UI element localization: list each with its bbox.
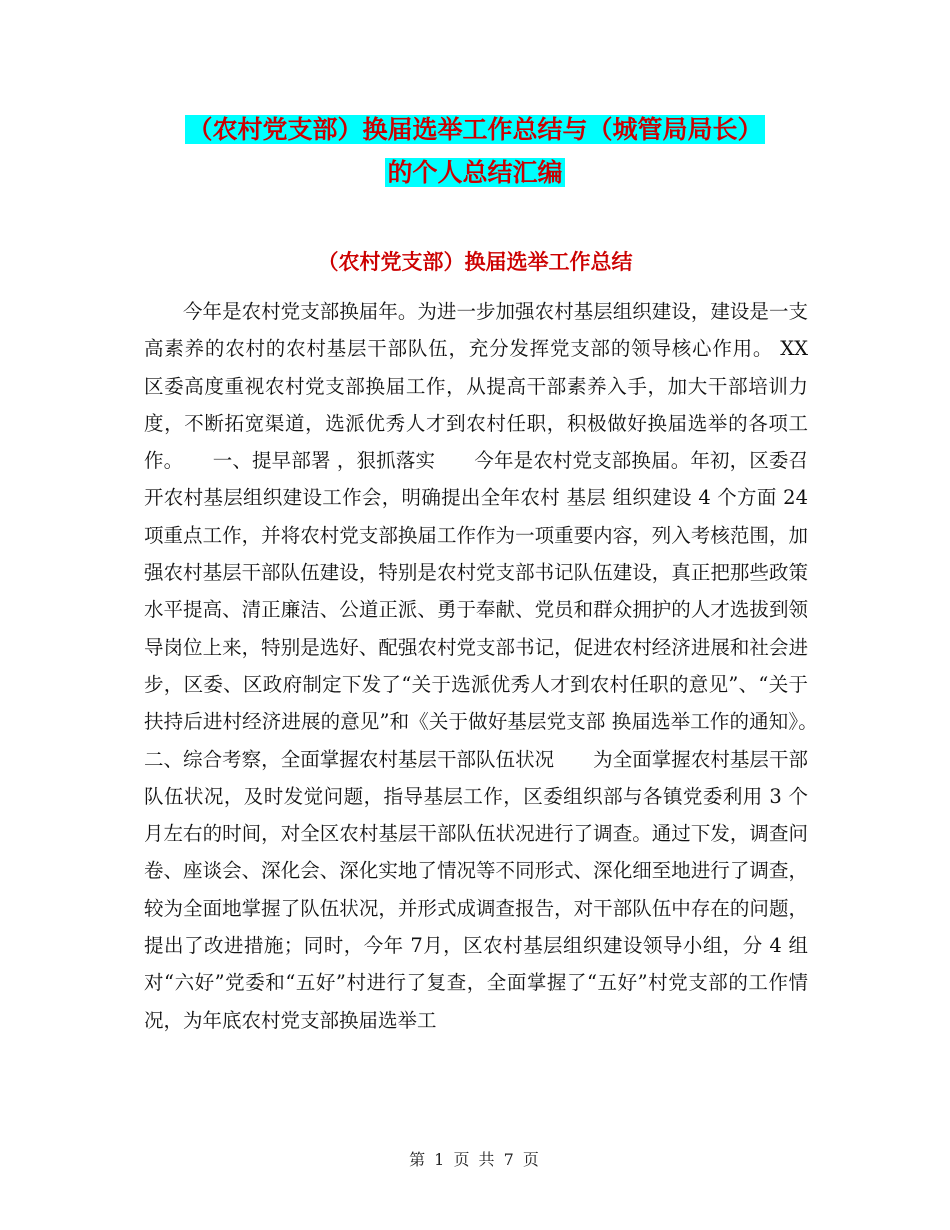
document-title-line-1 xyxy=(0,110,950,150)
title-highlight-1: （农村党支部）换届选举工作总结与（城管局局长） xyxy=(187,115,763,144)
title-highlight-2: 的个人总结汇编 xyxy=(387,158,563,187)
section-title: （农村党支部）换届选举工作总结 xyxy=(317,250,633,274)
page-footer: 第 1 页 共 7 页 xyxy=(409,1150,541,1169)
body-paragraph: 今年是农村党支部换届年。为进一步加强农村基层组织建设，建设是一支高素养的农村的农村基层干部队伍，充分发挥党支部的领导核心作用。 XX 区委高度重视农村党支部换届工作，从提高干部素养入手，加大干部培训力度，不断拓宽渠道，选派优秀人才到农村任职，积极做好换届选举的各项工作。 一、提早部署 ，狠抓落实 今年是农村党支部换届。年初，区委召开农村基层组织建设工作会，明确提出全年农村 基层 组织建设 4 个方面 24 项重点工作，并将农村党支部换届工作作为一项重要内容，列入考核范围，加强农村基层干部队伍建设，特别是农村党支部书记队伍建设，真正把那些政策水平提高、清正廉洁、公道正派、勇于奉献、党员和群众拥护的人才选拔到领导岗位上来，特别是选好、配强农村党支部书记，促进农村经济进展和社会进步，区委、区政府制定下发了“关于选派优秀人才到农村任职的意见”、“关于扶持后进村经济进展的意见”和《关于做好基层党支部 换届选举工作的通知》。 二、综合考察，全面掌握农村基层干部队伍状况 为全面掌握农村基层干部队伍状况，及时发觉问题，指导基层工作，区委组织部与各镇党委利用 3 个月左右的时间，对全区农村基层干部队伍状况进行了调查。通过下发，调查问卷、座谈会、深化会、深化实地了情况等不同形式、深化细至地进行了调查，较为全面地掌握了队伍状况，并形式成调查报告，对干部队伍中存在的问题，提出了改进措施；同时，今年 7月，区农村基层组织建设领导小组，分 4 组对“六好”党委和“五好”村进行了复查，全面掌握了“五好”村党支部的工作情况，为年底农村党支部换届选举工 xyxy=(144,300,848,1032)
document-title-line-2 xyxy=(0,153,950,193)
